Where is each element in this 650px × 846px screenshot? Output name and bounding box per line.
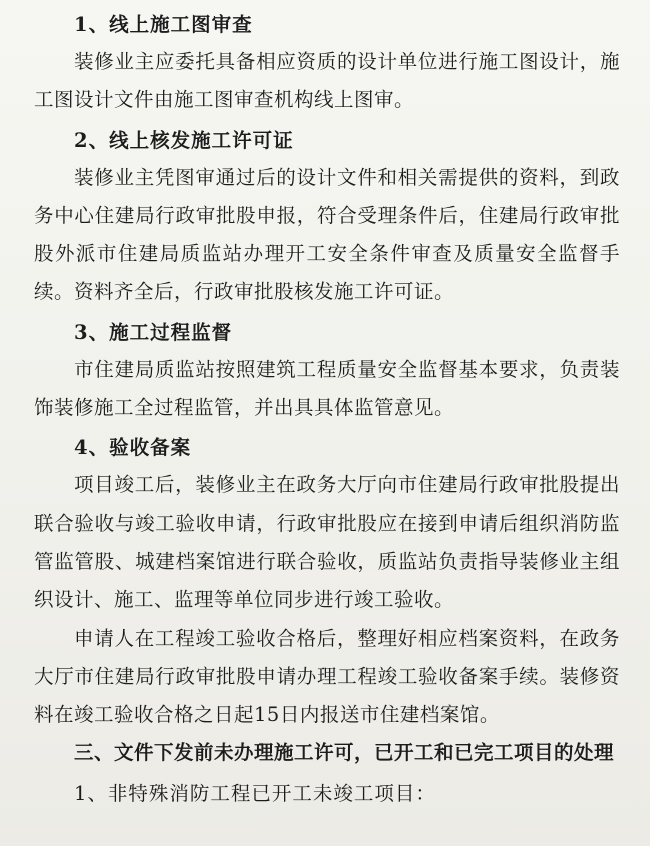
section-heading-1: 1、线上施工图审查	[74, 13, 253, 36]
section-3-paragraph-1: 市住建局质监站按照建筑工程质量安全监督基本要求，负责装饰装修施工全过程监管，并出具具体监管意见。	[34, 357, 620, 420]
sub-heading-1: 1、非特殊消防工程已开工未竣工项目：	[74, 781, 436, 805]
section-4-paragraph-2: 申请人在工程竣工验收合格后，整理好相应档案资料，在政务大厅市住建局行政审批股申请办理工程竣工验收备案手续。装修资料在竣工验收合格之日起15日内报送市住建档案馆。	[34, 626, 620, 727]
section-4-paragraph-1: 项目竣工后，装修业主在政务大厅向市住建局行政审批股提出联合验收与竣工验收申请，行政审批股应在接到申请后组织消防监管监管股、城建档案馆进行联合验收，质监站负责指导装修业主组织设计、施工、监理等单位同步进行竣工验收。	[34, 473, 620, 612]
main-heading-3: 三、文件下发前未办理施工许可，已开工和已完工项目的处理	[74, 741, 615, 765]
section-heading-2: 2、线上核发施工许可证	[74, 128, 294, 152]
section-heading-4: 4、验收备案	[74, 436, 192, 460]
document-body	[34, 6, 620, 812]
section-1-paragraph-1: 装修业主应委托具备相应资质的设计单位进行施工图设计，施工图设计文件由施工图审查机构线上图审。	[34, 50, 620, 112]
section-2-paragraph-1: 装修业主凭图审通过后的设计文件和相关需提供的资料，到政务中心住建局行政审批股申报，符合受理条件后，住建局行政审批股外派市住建局质监站办理开工安全条件审查及质量安全监督手续。资料齐全后，行政审批股核发施工许可证。	[34, 165, 620, 304]
section-heading-3: 3、施工过程监督	[74, 320, 233, 344]
